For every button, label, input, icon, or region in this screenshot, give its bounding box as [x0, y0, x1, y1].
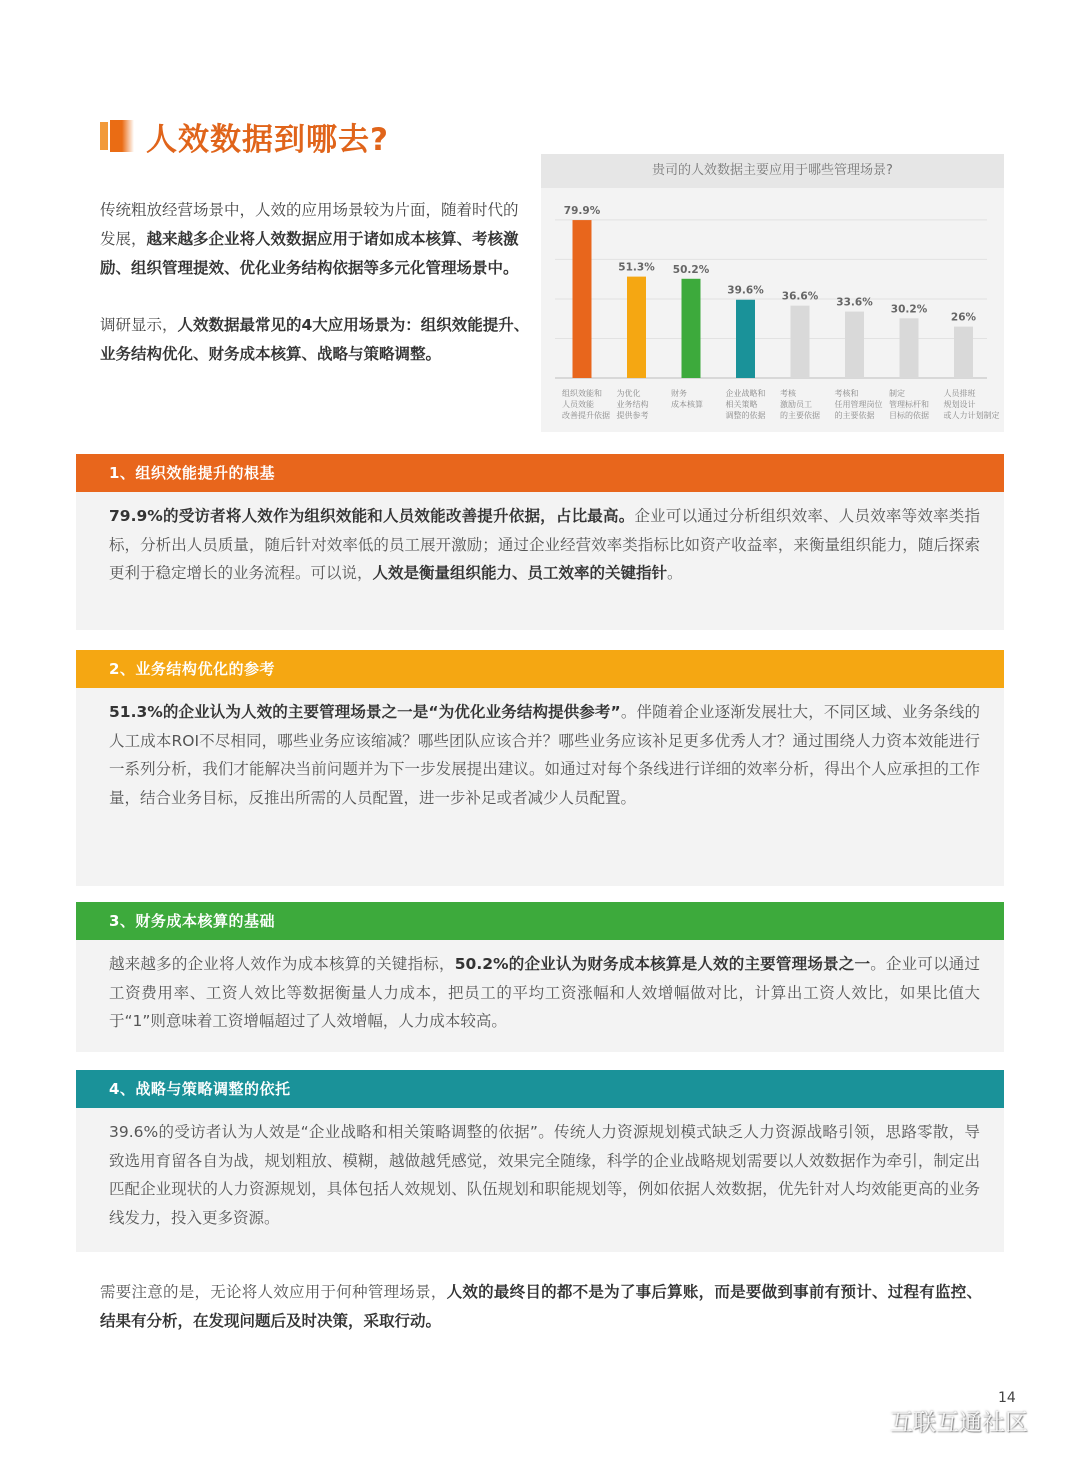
category-label: 企业战略和 — [725, 389, 766, 398]
section-1-header: 1、组织效能提升的根基 — [76, 454, 1004, 492]
chart-plot — [541, 188, 1004, 432]
category-label: 考核和 — [834, 389, 859, 398]
category-label: 任用管理岗位 — [834, 400, 883, 409]
bar — [845, 312, 864, 378]
bar — [573, 220, 592, 378]
section-4-body — [76, 1108, 1004, 1232]
data-label: 51.3% — [618, 261, 655, 274]
category-label: 管理标杆和 — [889, 400, 929, 409]
section-4-header: 4、战略与策略调整的依托 — [76, 1070, 1004, 1108]
text-run: 人效是衡量组织能力、员工效率的关键指针 — [372, 564, 668, 582]
bar — [627, 277, 646, 378]
bar — [791, 306, 810, 378]
text-run: 需要注意的是，无论将人效应用于何种管理场景， — [100, 1283, 447, 1301]
section-2 — [76, 650, 1004, 886]
text-run: 。伴随着企业逐渐发展壮大，不同区域、业务条线的人工成本ROI不尽相同，哪些业务应该缩减？哪些团队应该合并？哪些业务应该补足更多优秀人才？通过围绕人力资本效能进行一系列分析，我们才能解决当前问题并为下一步发展提出建议。如通过对每个条线进行详细的效率分析，得出个人应承担的工作量，结合业务目标，反推出所需的人员配置，进一步补足或者减少人员配置。 — [109, 703, 980, 807]
category-label: 规划设计 — [943, 400, 976, 409]
intro-paragraph-1 — [100, 196, 530, 283]
intro-paragraph-2 — [100, 311, 530, 369]
bar — [736, 300, 755, 378]
data-label: 30.2% — [890, 303, 928, 316]
category-label: 相关策略 — [725, 400, 758, 409]
page-title: 人效数据到哪去? — [146, 122, 389, 158]
bar — [954, 327, 973, 378]
text-run: 越来越多企业将人效数据应用于诸如成本核算、考核激励、组织管理提效、优化业务结构依据等多元化管理场景中。 — [100, 230, 519, 277]
category-label: 人员排班 — [943, 389, 976, 398]
data-label: 39.6% — [727, 284, 764, 297]
category-label: 的主要依据 — [780, 411, 820, 420]
page-number: 14 — [998, 1390, 1016, 1406]
data-label: 50.2% — [672, 263, 710, 276]
text-run: 人效的最终目的都不是为了事后算账，而是要做到事前有预计、过程有监控、结果有分析，在发现问题后及时决策，采取行动。 — [100, 1283, 982, 1330]
section-1-body — [76, 492, 1004, 588]
text-run: 。 — [667, 564, 683, 582]
text-run: 调研显示， — [100, 316, 178, 334]
text-run: 传统粗放经营场景中，人效的应用场景较为片面，随着时代的发展， — [100, 201, 519, 248]
category-label: 制定 — [889, 389, 905, 398]
watermark-text: 互联互通社区 — [890, 1409, 1028, 1436]
category-label: 激励员工 — [780, 400, 812, 409]
intro-text — [100, 196, 530, 397]
section-3-header: 3、财务成本核算的基础 — [76, 902, 1004, 940]
category-label: 为优化 — [616, 389, 641, 398]
text-run: 越来越多的企业将人效作为成本核算的关键指标， — [109, 955, 455, 973]
text-run: 人效数据最常见的4大应用场景为：组织效能提升、业务结构优化、财务成本核算、战略与策略调整。 — [100, 316, 530, 363]
category-label: 财务 — [671, 389, 687, 398]
category-label: 提供参考 — [616, 411, 649, 420]
category-label: 目标的依据 — [889, 411, 929, 420]
text-run: 50.2%的企业认为财务成本核算是人效的主要管理场景之一 — [454, 955, 871, 973]
text-run: 39.6%的受访者认为人效是“企业战略和相关策略调整的依据”。传统人力资源规划模式缺乏人力资源战略引领，思路零散，导致选用育留各自为战，规划粗放、模糊，越做越凭感觉，效果完全随缘，科学的企业战略规划需要以人效数据作为牵引，制定出匹配企业现状的人力资源规划，具体包括人效规划、队伍规划和职能规划等，例如依据人效数据，优先针对人均效能更高的业务线发力，投入更多资源。 — [109, 1123, 980, 1227]
category-label: 的主要依据 — [834, 411, 875, 420]
data-label: 79.9% — [563, 205, 601, 218]
watermark — [840, 1404, 1028, 1436]
category-label: 人员效能 — [562, 400, 594, 409]
text-run: 51.3%的企业认为人效的主要管理场景之一是“为优化业务结构提供参考” — [109, 703, 621, 721]
section-2-body — [76, 688, 1004, 812]
bar — [900, 318, 919, 378]
bar-chart — [541, 154, 1004, 432]
wechat-icon — [840, 1404, 882, 1436]
data-label: 36.6% — [781, 290, 819, 303]
category-label: 改善提升依据 — [562, 411, 610, 420]
section-2-header: 2、业务结构优化的参考 — [76, 650, 1004, 688]
section-3-body — [76, 940, 1004, 1036]
section-4 — [76, 1070, 1004, 1252]
text-run: 。企业可以通过工资费用率、工资人效比等数据衡量人力成本，把员工的平均工资涨幅和人效增幅做对比，计算出工资人效比，如果比值大于“1”则意味着工资增幅超过了人效增幅，人力成本较高。 — [109, 955, 980, 1030]
category-label: 调整的依据 — [725, 411, 766, 420]
title-accent-icon — [100, 120, 134, 152]
data-label: 26% — [950, 311, 977, 324]
section-1 — [76, 454, 1004, 630]
data-label: 33.6% — [836, 296, 873, 309]
category-label: 业务结构 — [616, 400, 649, 409]
bar — [682, 279, 701, 378]
chart-title: 贵司的人效数据主要应用于哪些管理场景? — [541, 154, 1004, 188]
category-label: 成本核算 — [671, 400, 703, 409]
section-3 — [76, 902, 1004, 1052]
category-label: 或人力计划制定 — [943, 411, 1000, 420]
category-label: 考核 — [780, 389, 796, 398]
text-run: 79.9%的受访者将人效作为组织效能和人员效能改善提升依据，占比最高。 — [109, 507, 635, 525]
text-run: 企业可以通过分析组织效率、人员效率等效率类指标，分析出人员质量，随后针对效率低的员工展开激励；通过企业经营效率类指标比如资产收益率，来衡量组织能力，随后探索更利于稳定增长的业务流程。可以说， — [109, 507, 980, 582]
category-label: 组织效能和 — [562, 389, 602, 398]
conclusion-text — [100, 1278, 982, 1335]
